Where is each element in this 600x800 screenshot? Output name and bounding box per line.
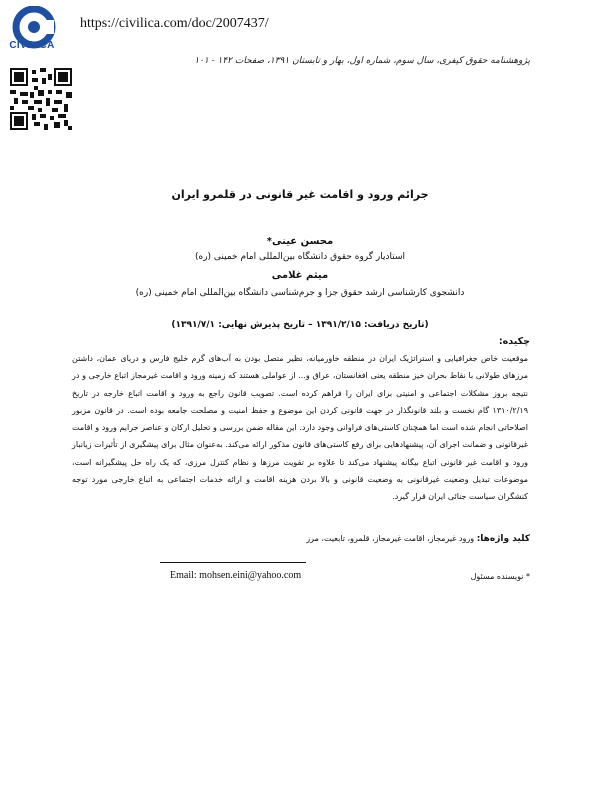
author-affiliation: دانشجوی کارشناسی ارشد حقوق جزا و جرم‌شناسی دانشگاه بین‌المللی امام خمینی (ره)	[135, 288, 465, 298]
qr-code-icon	[10, 68, 72, 130]
abstract-heading: چکیده:	[498, 336, 530, 347]
article-dates: (تاریخ دریافت: ۱۳۹۱/۲/۱۵ – تاریخ پذیرش نهایی: ۱۳۹۱/۷/۱)	[171, 320, 429, 330]
keywords-list: ورود غیرمجاز، اقامت غیرمجاز، قلمرو، تابعیت، مرز	[306, 534, 475, 543]
journal-header: پژوهشنامه حقوق کیفری، سال سوم، شماره اول، بهار و تابستان ۱۳۹۱، صفحات ۱۴۲ - ۱۰۱	[194, 56, 530, 66]
abstract-text: موقعیت خاص جغرافیایی و استراتژیک ایران در منطقه خاورمیانه، نظیر متصل بودن به آب‌های گرم خلیج فارس و دریای عمان، داشتن مرزهای طولانی با نقاط بحران خیز منطقه یعنی افغانستان، عراق و... از عواملی هستند که زمینه ورود و اقامت غیرمجاز اتباع خارجی و در نتیجه بروز مشکلات اجتماعی و امنیتی برای ایران را فراهم کرده است. تصویب قانون راجع به ورود و اقامت اتباع خارجه در تاریخ ۱۳۱۰/۲/۱۹ گام نخست و بلند قانونگذار در جهت قانونی کردن این موضوع و حفظ امنیت و مصلحت جامعه بوده است. در قانون مزبور اصلاحاتی انجام شده است اما همچنان کاستی‌های فراوانی وجود دارد. این مقاله ضمن بررسی و تحلیل ارکان و عناصر جرایم ورود و اقامت غیرقانونی و ضمانت اجرای آن، پیشنهادهایی برای رفع کاستی‌های قانون مذکور ارائه می‌کند. به‌عنوان مثال برای پیشگیری از تأثیرات زیانبار ورود و اقامت غیر قانونی اتباع بیگانه پیشنهاد می‌کند تا علاوه بر تقویت مرزها و نظام کنترل مرزی، که یک راه حل پیشگیرانه است، موضوعات تبدیل وضعیت غیرقانونی به وضعیت قانونی و بالا بردن هزینه اقامت و ارائه خدمات اجتماعی به اتباع خارجی مورد توجه کنشگران سیاست جنائی ایران قرار گیرد.	[72, 354, 528, 502]
civilica-logo-text: CIVILICA	[9, 40, 55, 51]
keywords-label: کلید واژه‌ها:	[476, 534, 530, 544]
article-title: جرائم ورود و اقامت غیر قانونی در قلمرو ایران	[171, 188, 429, 201]
author-name: میثم غلامی	[271, 270, 329, 281]
document-url[interactable]: https://civilica.com/doc/2007437/	[80, 16, 269, 31]
author-name: محسن عینی*	[266, 236, 334, 247]
author-affiliation: استادیار گروه حقوق دانشگاه بین‌المللی امام خمینی (ره)	[194, 252, 406, 262]
keywords	[306, 534, 530, 544]
corresponding-author-note: * نویسنده مسئول	[470, 572, 530, 581]
author-email: Email: mohsen.eini@yahoo.com	[170, 570, 302, 581]
footnote-divider	[160, 562, 306, 563]
